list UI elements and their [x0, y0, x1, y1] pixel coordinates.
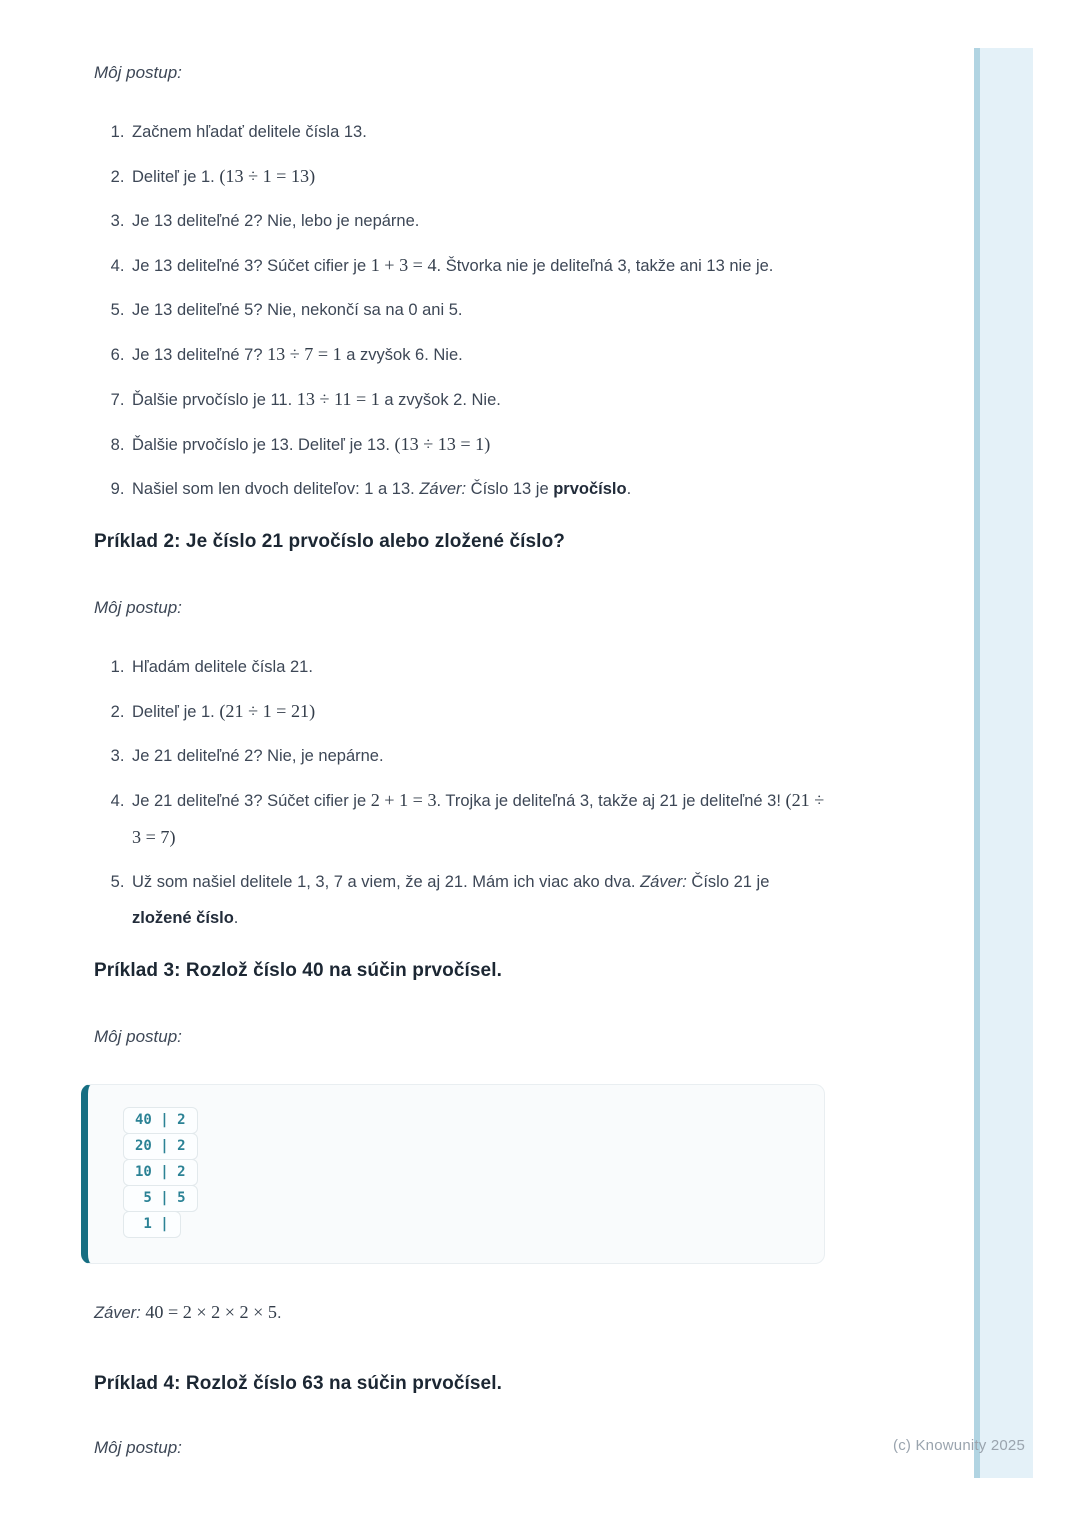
- math-expression: (13 ÷ 1 = 13): [219, 166, 316, 186]
- factor-row: 5 | 5: [123, 1185, 198, 1212]
- document-content: [94, 40, 830, 1489]
- step-text: . Trojka je deliteľná 3, takže aj 21 je deliteľné 3!: [436, 792, 786, 810]
- highlight-term: prvočíslo: [553, 480, 627, 498]
- step-text: . Štvorka nie je deliteľná 3, takže ani 13 nie je.: [436, 257, 774, 275]
- math-expression: 13 ÷ 7 = 1: [267, 344, 342, 364]
- copyright-footer: (c) Knowunity 2025: [893, 1437, 1026, 1454]
- list-item: [129, 738, 830, 774]
- list-item: [129, 247, 830, 284]
- list-item: [129, 114, 830, 150]
- postup-label-example4: Môj postup:: [94, 1438, 182, 1457]
- step-text: a zvyšok 6. Nie.: [341, 346, 463, 364]
- math-expression: 2 + 1 = 3: [370, 790, 437, 810]
- list-item: [129, 471, 830, 507]
- list-item: [129, 782, 830, 856]
- postup-label-example1: Môj postup:: [94, 63, 182, 82]
- example3-heading: Príklad 3: Rozlož číslo 40 na súčin prvočísel.: [94, 960, 502, 981]
- list-item: [129, 864, 830, 936]
- factor-row: 40 | 2: [123, 1107, 198, 1134]
- math-expression: (21 ÷ 1 = 21): [219, 701, 316, 721]
- step-text: .: [233, 909, 239, 927]
- step-text: Číslo 13 je: [466, 480, 554, 498]
- highlight-term: zložené číslo: [132, 909, 234, 927]
- conclusion-label: Záver:: [419, 480, 467, 498]
- conclusion-label: Záver:: [640, 873, 687, 891]
- example4-heading: Príklad 4: Rozlož číslo 63 na súčin prvočísel.: [94, 1373, 502, 1394]
- postup-label-example3: Môj postup:: [94, 1027, 182, 1046]
- step-text: Je 21 deliteľné 2? Nie, je nepárne.: [132, 747, 384, 765]
- list-item: [129, 158, 830, 195]
- step-text: Ďalšie prvočíslo je 11.: [132, 391, 297, 409]
- conclusion-label: Záver:: [94, 1304, 141, 1322]
- step-text: Je 13 deliteľné 3? Súčet cifier je: [132, 257, 371, 275]
- list-item: [129, 649, 830, 685]
- step-text: .: [277, 1304, 282, 1322]
- step-text: Hľadám delitele čísla 21.: [132, 658, 313, 676]
- list-item: [129, 292, 830, 328]
- prime-factorization-block: [81, 1084, 825, 1264]
- math-expression: (13 ÷ 13 = 1): [394, 434, 491, 454]
- list-item: [129, 381, 830, 418]
- list-item: [129, 203, 830, 239]
- step-text: Deliteľ je 1.: [132, 703, 220, 721]
- step-text: Je 13 deliteľné 2? Nie, lebo je nepárne.: [132, 212, 420, 230]
- list-item: [129, 693, 830, 730]
- example2-steps-list: [94, 649, 830, 936]
- list-item: [129, 336, 830, 373]
- math-expression: 13 ÷ 11 = 1: [296, 389, 380, 409]
- math-expression: (21 ÷ 3 = 7): [132, 790, 825, 847]
- step-text: Už som našiel delitele 1, 3, 7 a viem, že aj 21. Mám ich viac ako dva.: [132, 873, 641, 891]
- step-text: Je 21 deliteľné 3? Súčet cifier je: [132, 792, 371, 810]
- step-text: Je 13 deliteľné 5? Nie, nekončí sa na 0 ani 5.: [132, 301, 463, 319]
- example3-conclusion: [94, 1298, 830, 1327]
- math-expression: 1 + 3 = 4: [370, 255, 437, 275]
- step-text: Číslo 21 je: [686, 873, 770, 891]
- factor-row: 1 |: [123, 1211, 181, 1238]
- math-expression: 40 = 2 × 2 × 2 × 5: [145, 1302, 277, 1322]
- page-edge-stripe: [974, 48, 1033, 1478]
- step-text: Ďalšie prvočíslo je 13. Deliteľ je 13.: [132, 436, 395, 454]
- step-text: .: [626, 480, 632, 498]
- step-text: Našiel som len dvoch deliteľov: 1 a 13.: [132, 480, 420, 498]
- step-text: Je 13 deliteľné 7?: [132, 346, 268, 364]
- factor-row: 10 | 2: [123, 1159, 198, 1186]
- example1-steps-list: [94, 114, 830, 507]
- example2-heading: Príklad 2: Je číslo 21 prvočíslo alebo zložené číslo?: [94, 531, 565, 552]
- step-text: Deliteľ je 1.: [132, 168, 220, 186]
- postup-label-example2: Môj postup:: [94, 598, 182, 617]
- step-text: a zvyšok 2. Nie.: [379, 391, 501, 409]
- step-text: Začnem hľadať delitele čísla 13.: [132, 123, 367, 141]
- factor-row: 20 | 2: [123, 1133, 198, 1160]
- list-item: [129, 426, 830, 463]
